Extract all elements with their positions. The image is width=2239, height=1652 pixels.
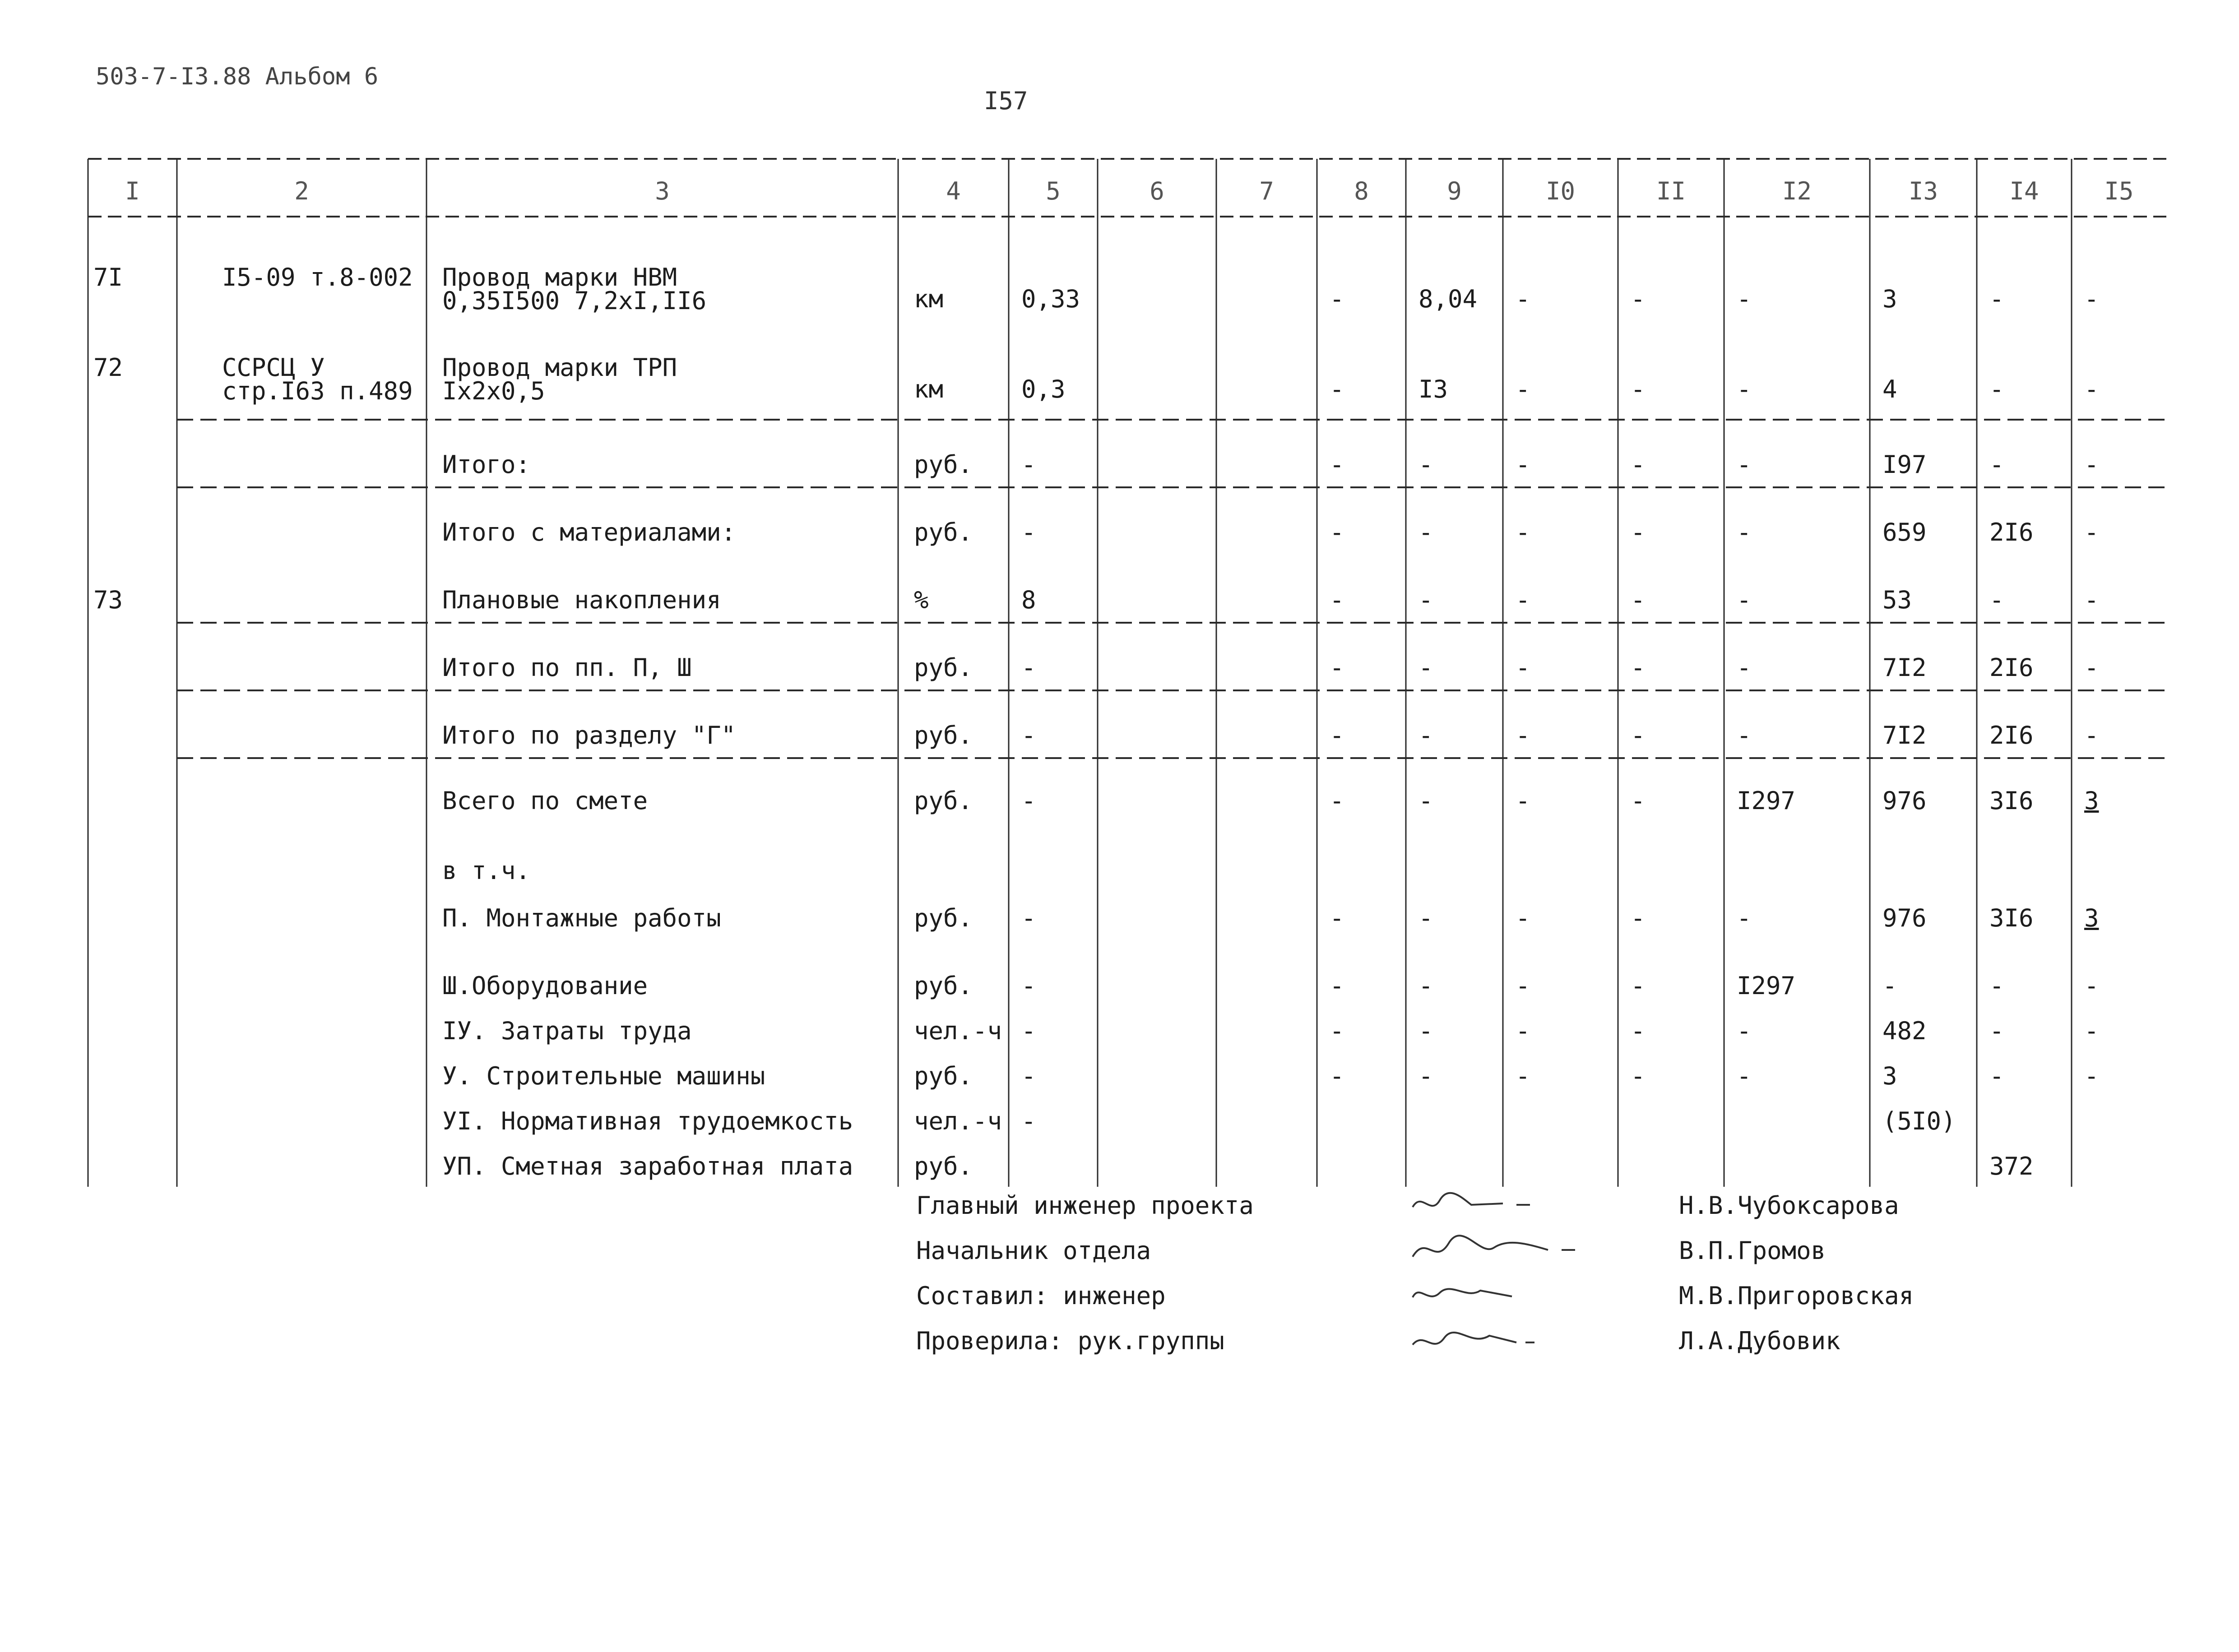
cell-c11: - <box>1631 285 1646 313</box>
column-number: 9 <box>1447 177 1462 205</box>
cell-c13: 7I2 <box>1882 653 1927 682</box>
row-name: Iх2х0,5 <box>442 377 545 405</box>
cell-c15: - <box>2084 285 2099 313</box>
cell-c15: - <box>2084 375 2099 403</box>
column-number: I0 <box>1545 177 1576 205</box>
cell-c11: - <box>1631 518 1646 546</box>
cell-c14: - <box>1989 972 2004 1000</box>
document-code: 503-7-I3.88 Альбом 6 <box>96 63 379 90</box>
row-name: Провод марки НВМ <box>442 263 677 292</box>
signatory-name: В.П.Громов <box>1679 1236 1826 1265</box>
cell-c14: - <box>1989 586 2004 614</box>
cell-c11: - <box>1631 787 1646 815</box>
handwritten-signature <box>1408 1322 1580 1358</box>
cell-c10: - <box>1516 904 1530 932</box>
cell-c5: - <box>1021 904 1036 932</box>
cell-c5: - <box>1021 1017 1036 1045</box>
cell-c9: - <box>1418 586 1433 614</box>
cell-c9: - <box>1418 1062 1433 1090</box>
cell-c11: - <box>1631 1062 1646 1090</box>
row-reference: ССРСЦ У <box>222 353 325 382</box>
cell-c11: - <box>1631 586 1646 614</box>
row-unit: % <box>914 586 929 614</box>
signature-role: Главный инженер проекта <box>916 1191 1254 1220</box>
signature-role: Составил: инженер <box>916 1282 1166 1310</box>
cell-c10: - <box>1516 1017 1530 1045</box>
row-name: IУ. Затраты труда <box>442 1017 692 1045</box>
cell-c12: I297 <box>1737 787 1796 815</box>
cell-c10: - <box>1516 972 1530 1000</box>
cell-c10: - <box>1516 375 1530 403</box>
row-name: Всего по смете <box>442 787 648 815</box>
cell-c10: - <box>1516 586 1530 614</box>
cell-c8: - <box>1330 787 1344 815</box>
cell-c12: - <box>1737 518 1752 546</box>
cell-c13: 659 <box>1882 518 1927 546</box>
cell-c8: - <box>1330 285 1344 313</box>
cell-c14: - <box>1989 1062 2004 1090</box>
cell-c5: - <box>1021 787 1036 815</box>
row-unit: руб. <box>914 1062 973 1090</box>
column-number: II <box>1656 177 1686 205</box>
cell-c15: - <box>2084 1017 2099 1045</box>
row-unit: руб. <box>914 904 973 932</box>
cell-c9: - <box>1418 450 1433 479</box>
cell-c8: - <box>1330 721 1344 750</box>
row-name: Ш.Оборудование <box>442 972 648 1000</box>
row-number: 72 <box>93 353 123 382</box>
row-unit: руб. <box>914 450 973 479</box>
cell-c14: - <box>1989 450 2004 479</box>
cell-c15: 3 <box>2084 787 2099 815</box>
cell-c14: - <box>1989 375 2004 403</box>
cell-c15: - <box>2084 653 2099 682</box>
column-number: I4 <box>2009 177 2039 205</box>
signatory-name: Н.В.Чубоксарова <box>1679 1191 1899 1220</box>
cell-c10: - <box>1516 518 1530 546</box>
cell-c14: - <box>1989 1017 2004 1045</box>
cell-c13: (5I0) <box>1882 1107 1956 1135</box>
cell-c13: 482 <box>1882 1017 1927 1045</box>
row-name: Итого по разделу "Г" <box>442 721 736 750</box>
cell-c13: I97 <box>1882 450 1927 479</box>
column-number: 2 <box>294 177 309 205</box>
handwritten-signature <box>1408 1277 1580 1313</box>
cell-c5: - <box>1021 1107 1036 1135</box>
cell-c15: - <box>2084 1062 2099 1090</box>
cell-c9: - <box>1418 787 1433 815</box>
cell-c15: - <box>2084 586 2099 614</box>
cell-c10: - <box>1516 653 1530 682</box>
cell-c8: - <box>1330 1062 1344 1090</box>
cell-c5: - <box>1021 518 1036 546</box>
cell-c12: I297 <box>1737 972 1796 1000</box>
cell-c9: - <box>1418 721 1433 750</box>
cell-c15: - <box>2084 450 2099 479</box>
row-unit: руб. <box>914 1152 973 1180</box>
cell-c13: 4 <box>1882 375 1897 403</box>
cell-c5: - <box>1021 721 1036 750</box>
column-number: 8 <box>1354 177 1369 205</box>
column-number: I2 <box>1782 177 1812 205</box>
row-unit: руб. <box>914 721 973 750</box>
cell-c14: 2I6 <box>1989 518 2034 546</box>
cell-c15: 3 <box>2084 904 2099 932</box>
cell-c10: - <box>1516 285 1530 313</box>
cell-c12: - <box>1737 904 1752 932</box>
row-unit: руб. <box>914 787 973 815</box>
cell-c12: - <box>1737 1017 1752 1045</box>
cell-c5: 8 <box>1021 586 1036 614</box>
cell-c8: - <box>1330 904 1344 932</box>
cell-c8: - <box>1330 450 1344 479</box>
row-reference: I5-09 т.8-002 <box>222 263 413 292</box>
column-number: 3 <box>655 177 670 205</box>
cell-c11: - <box>1631 375 1646 403</box>
cell-c15: - <box>2084 972 2099 1000</box>
column-number: 7 <box>1259 177 1274 205</box>
cell-c13: 53 <box>1882 586 1912 614</box>
signatory-name: М.В.Пригоровская <box>1679 1282 1914 1310</box>
row-unit: руб. <box>914 972 973 1000</box>
column-number: 4 <box>946 177 961 205</box>
row-unit: чел.-ч <box>914 1017 1002 1045</box>
column-number: I3 <box>1908 177 1938 205</box>
page-number: I57 <box>984 87 1028 115</box>
row-unit: руб. <box>914 518 973 546</box>
row-name: 0,35I500 7,2xI,II6 <box>442 287 707 315</box>
column-number: 6 <box>1150 177 1164 205</box>
row-unit: км <box>914 375 944 403</box>
signatory-name: Л.А.Дубовик <box>1679 1327 1840 1355</box>
cell-c10: - <box>1516 721 1530 750</box>
cell-c13: - <box>1882 972 1897 1000</box>
cell-c5: - <box>1021 450 1036 479</box>
row-reference: стр.I63 п.489 <box>222 377 413 405</box>
cell-c12: - <box>1737 285 1752 313</box>
cell-c5: 0,33 <box>1021 285 1080 313</box>
row-name: Итого по пп. П, Ш <box>442 653 692 682</box>
cell-c10: - <box>1516 450 1530 479</box>
cell-c12: - <box>1737 586 1752 614</box>
cell-c8: - <box>1330 972 1344 1000</box>
row-name: У. Строительные машины <box>442 1062 765 1090</box>
cell-c14: 2I6 <box>1989 721 2034 750</box>
cell-c13: 3 <box>1882 285 1897 313</box>
cell-c14: 372 <box>1989 1152 2034 1180</box>
cell-c12: - <box>1737 653 1752 682</box>
signature-role: Начальник отдела <box>916 1236 1151 1265</box>
handwritten-signature <box>1408 1232 1580 1268</box>
cell-c8: - <box>1330 518 1344 546</box>
cell-c10: - <box>1516 787 1530 815</box>
cell-c13: 976 <box>1882 787 1927 815</box>
column-number: I5 <box>2104 177 2134 205</box>
cell-c9: - <box>1418 653 1433 682</box>
cell-c11: - <box>1631 450 1646 479</box>
cell-c14: 3I6 <box>1989 904 2034 932</box>
cell-c11: - <box>1631 653 1646 682</box>
cell-c15: - <box>2084 721 2099 750</box>
row-name: П. Монтажные работы <box>442 904 721 932</box>
cell-c12: - <box>1737 375 1752 403</box>
row-name: Плановые накопления <box>442 586 721 614</box>
cell-c13: 976 <box>1882 904 1927 932</box>
cell-c11: - <box>1631 972 1646 1000</box>
signature-role: Проверила: рук.группы <box>916 1327 1224 1355</box>
handwritten-signature <box>1408 1187 1580 1223</box>
cell-c11: - <box>1631 721 1646 750</box>
cell-c13: 3 <box>1882 1062 1897 1090</box>
cell-c12: - <box>1737 721 1752 750</box>
row-name: в т.ч. <box>442 856 531 885</box>
row-name: Итого: <box>442 450 531 479</box>
row-unit: чел.-ч <box>914 1107 1002 1135</box>
cell-c10: - <box>1516 1062 1530 1090</box>
cell-c5: 0,3 <box>1021 375 1066 403</box>
row-unit: руб. <box>914 653 973 682</box>
row-name: УП. Сметная заработная плата <box>442 1152 853 1180</box>
row-name: УI. Нормативная трудоемкость <box>442 1107 853 1135</box>
cell-c11: - <box>1631 904 1646 932</box>
cell-c14: - <box>1989 285 2004 313</box>
cell-c14: 3I6 <box>1989 787 2034 815</box>
cell-c9: - <box>1418 518 1433 546</box>
cell-c9: - <box>1418 1017 1433 1045</box>
column-number: I <box>125 177 140 205</box>
cell-c9: - <box>1418 972 1433 1000</box>
cell-c8: - <box>1330 375 1344 403</box>
cell-c5: - <box>1021 1062 1036 1090</box>
cell-c9: - <box>1418 904 1433 932</box>
cell-c8: - <box>1330 1017 1344 1045</box>
cell-c15: - <box>2084 518 2099 546</box>
column-number: 5 <box>1046 177 1061 205</box>
row-name: Провод марки ТРП <box>442 353 677 382</box>
row-unit: км <box>914 285 944 313</box>
cell-c9: I3 <box>1418 375 1448 403</box>
cell-c5: - <box>1021 972 1036 1000</box>
cell-c9: 8,04 <box>1418 285 1478 313</box>
cell-c8: - <box>1330 586 1344 614</box>
cell-c11: - <box>1631 1017 1646 1045</box>
cell-c13: 7I2 <box>1882 721 1927 750</box>
cell-c5: - <box>1021 653 1036 682</box>
cell-c12: - <box>1737 450 1752 479</box>
row-name: Итого с материалами: <box>442 518 736 546</box>
row-number: 7I <box>93 263 123 292</box>
cell-c14: 2I6 <box>1989 653 2034 682</box>
cell-c8: - <box>1330 653 1344 682</box>
cell-c12: - <box>1737 1062 1752 1090</box>
row-number: 73 <box>93 586 123 614</box>
